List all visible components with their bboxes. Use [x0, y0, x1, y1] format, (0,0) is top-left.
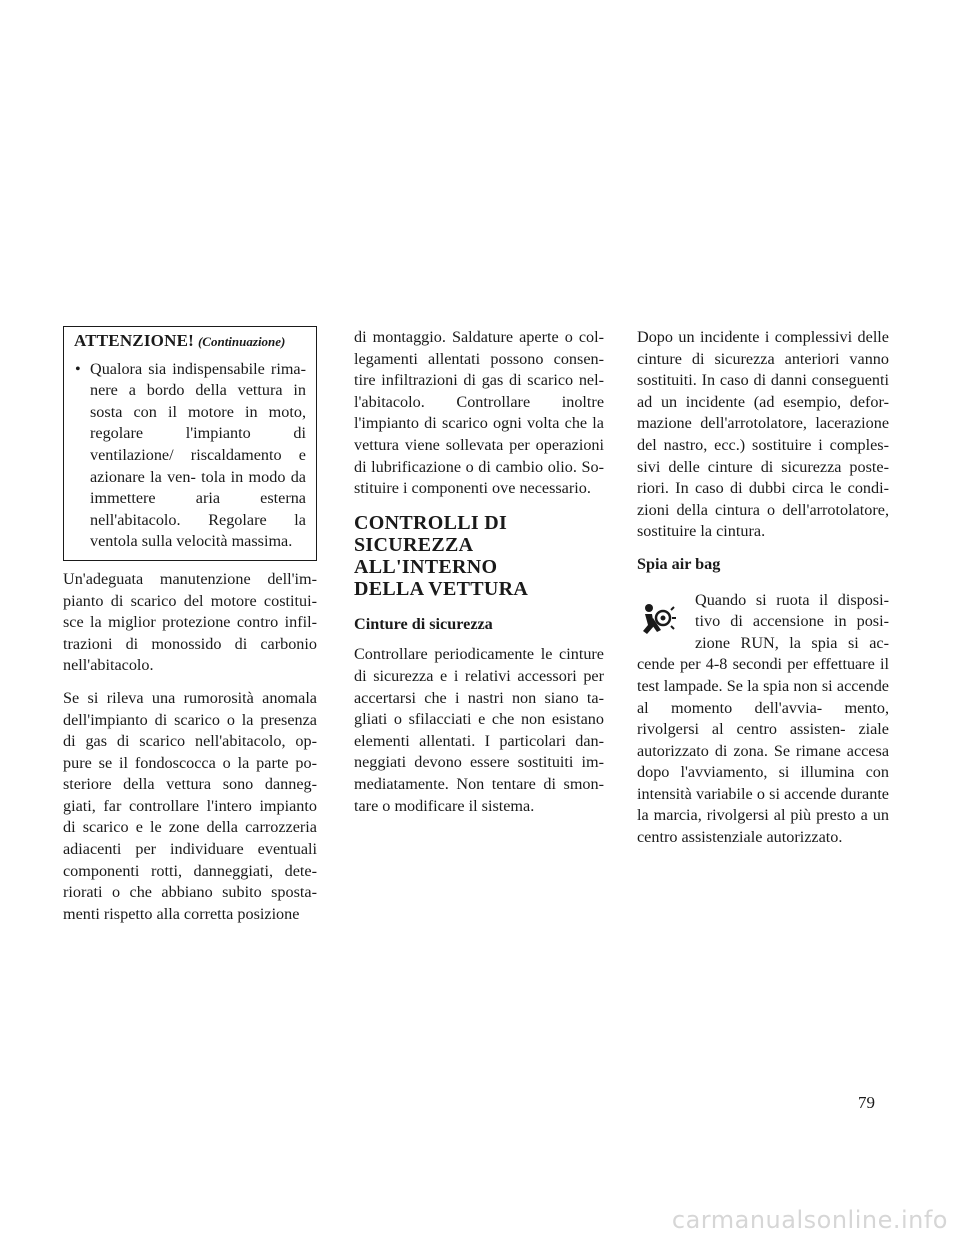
warning-continued: (Continuazione) — [197, 334, 286, 349]
column-right — [637, 327, 889, 860]
warning-box — [63, 326, 317, 561]
watermark: carmanualsonline.info — [671, 1206, 948, 1234]
section-heading-line: CONTROLLI DI — [354, 511, 508, 534]
section-heading — [354, 512, 604, 600]
warning-header — [74, 330, 306, 353]
paragraph: Un'adeguata manutenzione dell'im- pianto di scarico del motore costitui- sce la miglior protezione contro infil- trazioni di monossido di carbonio nell'abitacolo. — [63, 569, 317, 675]
warning-bullet: • Qualora sia indispensabile rima- nere a bordo della vettura in sosta con il motore in moto, regolare l'impianto di ventilazione/ riscaldamento e azionare la ven- tola in modo da immettere aria esterna nell'abitacolo. Regolare la ventola sulla velocità massima. — [74, 359, 306, 553]
paragraph: Dopo un incidente i complessivi delle cinture di sicurezza anteriori vanno sostituiti. In caso di danni conseguenti ad un incidente (ad esempio, defor- mazione dell'arrotolatore, lacerazione del nastro, ecc.) sostituire i comples- sivi delle cinture di sicurezza poste- riori. In caso di dubbi circa le condi- zioni della cintura o dell'arrotolatore, sostituire la cintura. — [637, 328, 889, 541]
column-left — [63, 326, 317, 936]
subheading: Spia air bag — [637, 554, 721, 573]
airbag-warning-icon — [637, 600, 677, 640]
column-middle — [354, 327, 604, 828]
airbag-block — [637, 590, 889, 849]
subheading: Cinture di sicurezza — [354, 614, 493, 633]
section-heading-line: DELLA VETTURA — [354, 577, 529, 600]
paragraph: Controllare periodicamente le cinture di sicurezza e i relativi accessori per accertarsi che i nastri non siano ta- gliati o sfilacciati e che non esistano elementi allentati. I particolari dan- neggiati devono essere sostituiti im- mediatamente. Non tentare di smon- tare o modificare il sistema. — [354, 645, 604, 815]
warning-title: ATTENZIONE! — [74, 331, 194, 350]
page-number: 79 — [858, 1093, 875, 1112]
paragraph: Se si rileva una rumorosità anomala dell'impianto di scarico o la presenza di gas di scarico nell'abitacolo, op- pure se il fondoscocca o la parte po- steriore della vettura sono danneg- giati, far controllare l'intero impianto di scarico e le zone della carrozzeria adiacenti per individuare eventuali componenti rotti, danneggiati, dete- riorati o che abbiano subito sposta- menti rispetto alla corretta posizione — [63, 688, 317, 923]
paragraph: Quando si ruota il disposi- tivo di accensione in posi- zione RUN, la spia si ac- cende per 4-8 secondi per effettuare il test lampade. Se la spia non si accende al momento dell'avvia- mento, rivolgersi al centro assisten- ziale autorizzato di zona. Se rimane accesa dopo l'avviamento, si illumina con intensità variabile o si accende durante la marcia, rivolgersi al più presto a un centro assistenziale autorizzato. — [637, 590, 889, 847]
paragraph: di montaggio. Saldature aperte o col- legamenti allentati possono consen- tire infiltrazioni di gas di scarico nel- l'abitacolo. Controllare inoltre l'impianto di scarico ogni volta che la vettura viene sollevata per operazioni di lubrificazione o di cambio olio. So- stituire i componenti ove necessario. — [354, 328, 604, 498]
section-heading-line: SICUREZZA ALL'INTERNO — [354, 533, 498, 578]
